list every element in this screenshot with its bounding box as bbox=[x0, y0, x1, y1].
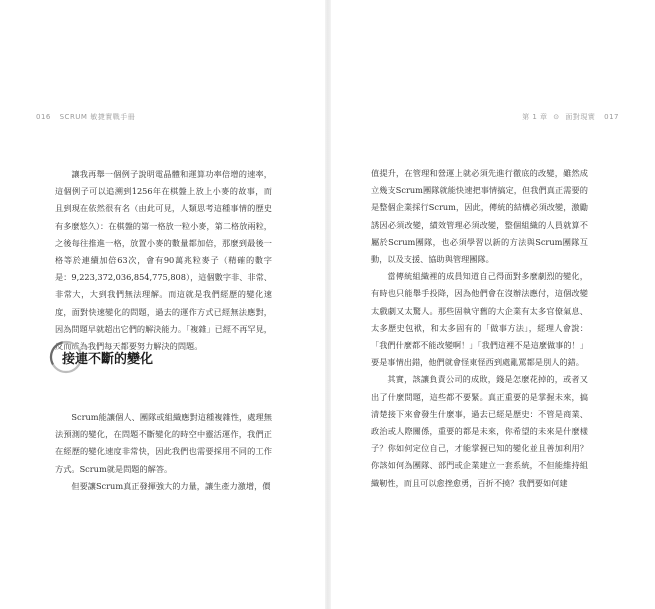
left-body-top bbox=[55, 166, 272, 355]
right-page-number: 017 bbox=[604, 113, 619, 121]
paragraph: 當傳統組織裡的成員知道自己得面對多麼劇烈的變化，有時也只能舉手投降，因為他們會在沒辦法應付，這個改變太戲劇又太驚人。那些固執守舊的大企業有太多官僚氣息、太多歷史包袱，和太多固有的「做事方法」，經理人會說：「我們什麼都不能改變啊！」「我們這裡不是這麼做事的！」要是事情出錯，他們就會怪東怪西到處亂罵都是別人的錯。 bbox=[371, 271, 588, 368]
left-body-bottom bbox=[55, 409, 272, 495]
section-title: 接連不斷的變化 bbox=[62, 351, 154, 367]
paragraph: 讓我再舉一個例子說明電晶體和運算功率倍增的速率，這個例子可以追溯到1256年在棋盤上放上小麥的故事，而且到現在依然很有名（由此可見，人類思考這種事情的歷史有多麼悠久）：在棋盤的第一格放一粒小麥，第二格放兩粒，之後每往推進一格，放置小麥的數量都加倍，那麼到最後一格等於連續加倍63次，會有90萬兆粒麥子（精確的數字是：9,223,372,036,854,775,808），這個數字非、非常、非常大，大到我們無法理解。而這就是我們經歷的變化速度，面對快速變化的問題，過去的運作方式已經無法應對，因為問題早就超出它們的解決能力。「複雜」已經不再罕見，反而成為我們每天都要努力解決的問題。 bbox=[55, 169, 272, 352]
right-running-head bbox=[522, 112, 619, 122]
paragraph: Scrum能讓個人、團隊或組織應對這種複雜性，處理無法預測的變化，在問題不斷變化的時空中靈活運作，我們正在經歷的變化速度非常快，因此我們也需要採用不同的工作方式。Scrum就是問題的解答。 bbox=[55, 412, 272, 474]
left-running-head bbox=[36, 112, 135, 122]
section-heading bbox=[49, 340, 153, 374]
left-page bbox=[0, 0, 327, 609]
chapter-label: 第 1 章 bbox=[522, 113, 548, 121]
paragraph: 其實，該讓負責公司的成敗，錢是怎麼花掉的，或者又出了什麼問題，這些都不要緊。真正重要的是掌握未來，搞清楚接下來會發生什麼事，過去已經是歷史：不管是商業、政治或人際關係，重要的都是未來，你希望的未來是什麼樣子？你如何定位自己，才能掌握已知的變化並且善加利用？你該如何為團隊、部門或企業建立一套系統，不但能維持組織靭性，而且可以愈挫愈勇，百折不撓？我們要如何建 bbox=[371, 374, 588, 488]
chapter-mark-icon: ⊙ bbox=[553, 113, 560, 121]
left-page-number: 016 bbox=[36, 113, 51, 121]
paragraph: 但要讓Scrum真正發揮強大的力量，讓生產力激增，價 bbox=[71, 480, 271, 491]
right-page bbox=[328, 0, 655, 609]
right-body bbox=[371, 165, 588, 492]
right-running-title: 面對現實 bbox=[565, 113, 596, 121]
left-running-title: SCRUM 敏捷實戰手冊 bbox=[59, 113, 136, 121]
paragraph: 值提升，在管理和營運上就必須先進行徹底的改變，雖然成立幾支Scrum團隊就能快速把事情搞定，但我們真正需要的是整個企業採行Scrum，因此，傳統的結構必須改變，激勵誘因必須改變，績效管理必須改變，整個組織的人員就算不屬於Scrum團隊，也必須學習以新的方法與Scrum團隊互動，以及支援、協助與管理團隊。 bbox=[371, 168, 588, 265]
